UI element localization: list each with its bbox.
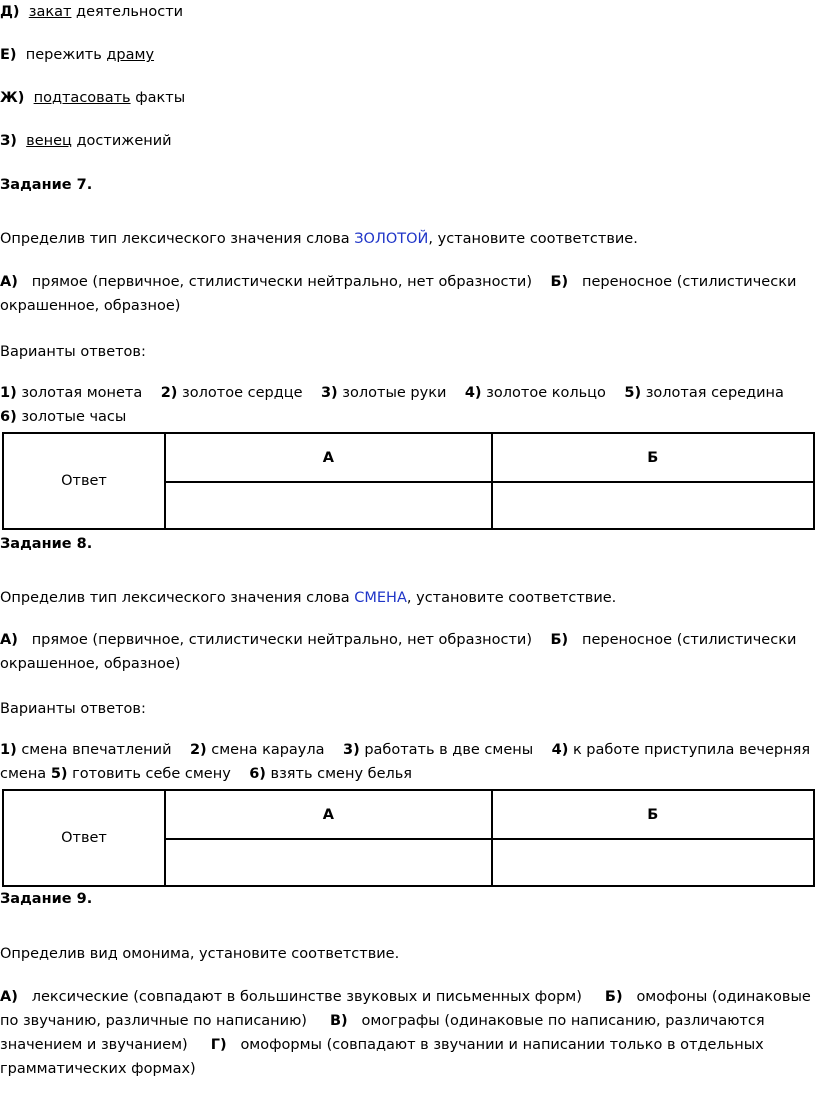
task8-answer-label: Ответ	[3, 790, 165, 886]
prev-item-d: Д) закат деятельности	[0, 4, 184, 20]
task9-instruction: Определив вид омонима, установите соответствие.	[0, 946, 400, 962]
task8-col-a: А	[165, 790, 492, 839]
task8-options: 1) смена впечатлений 2) смена караула 3) работать в две смены 4) к работе приступила вечерняя смена 5) готовить себе смену 6) взять смену белья	[0, 742, 811, 782]
task7-answer-cell-b[interactable]	[492, 482, 814, 529]
prev-item-z: З) венец достижений	[0, 133, 172, 149]
task8-answer-cell-a[interactable]	[165, 839, 492, 886]
task8-keyword: СМЕНА	[354, 590, 407, 606]
task8-answer-table	[2, 789, 815, 887]
task7-answer-cell-a[interactable]	[165, 482, 492, 529]
task8-meanings: А) прямое (первичное, стилистически нейтрально, нет образности) Б) переносное (стилистически окрашенное, образное)	[0, 632, 797, 672]
prev-item-zh: Ж) подтасовать факты	[0, 90, 186, 106]
task7-instruction: Определив тип лексического значения слова ЗОЛОТОЙ, установите соответствие.	[0, 231, 638, 247]
task8-title: Задание 8.	[0, 536, 93, 552]
task9-types: А) лексические (совпадают в большинстве звуковых и письменных форм) Б) омофоны (одинаковые по звучанию, различные по написанию) В) омографы (одинаковые по написанию, различаются значением и звучанием) Г) омоформы (совпадают в звучании и написании только в отдельных грамматических формах)	[0, 989, 811, 1077]
prev-item-e: Е) пережить драму	[0, 47, 155, 63]
task7-title: Задание 7.	[0, 177, 93, 193]
task7-answer-table	[2, 432, 815, 530]
task8-answer-cell-b[interactable]	[492, 839, 814, 886]
task7-answer-label: Ответ	[3, 433, 165, 529]
task8-instruction: Определив тип лексического значения слова СМЕНА, установите соответствие.	[0, 590, 617, 606]
task7-keyword: ЗОЛОТОЙ	[354, 231, 429, 247]
task8-variants-label: Варианты ответов:	[0, 701, 146, 717]
task7-meanings: А) прямое (первичное, стилистически нейтрально, нет образности) Б) переносное (стилистически окрашенное, образное)	[0, 274, 797, 314]
task7-col-b: Б	[492, 433, 814, 482]
task8-col-b: Б	[492, 790, 814, 839]
task7-col-a: А	[165, 433, 492, 482]
task7-options: 1) золотая монета 2) золотое сердце 3) золотые руки 4) золотое кольцо 5) золотая середина 6) золотые часы	[0, 385, 784, 425]
task7-variants-label: Варианты ответов:	[0, 344, 146, 360]
task9-title: Задание 9.	[0, 891, 93, 907]
